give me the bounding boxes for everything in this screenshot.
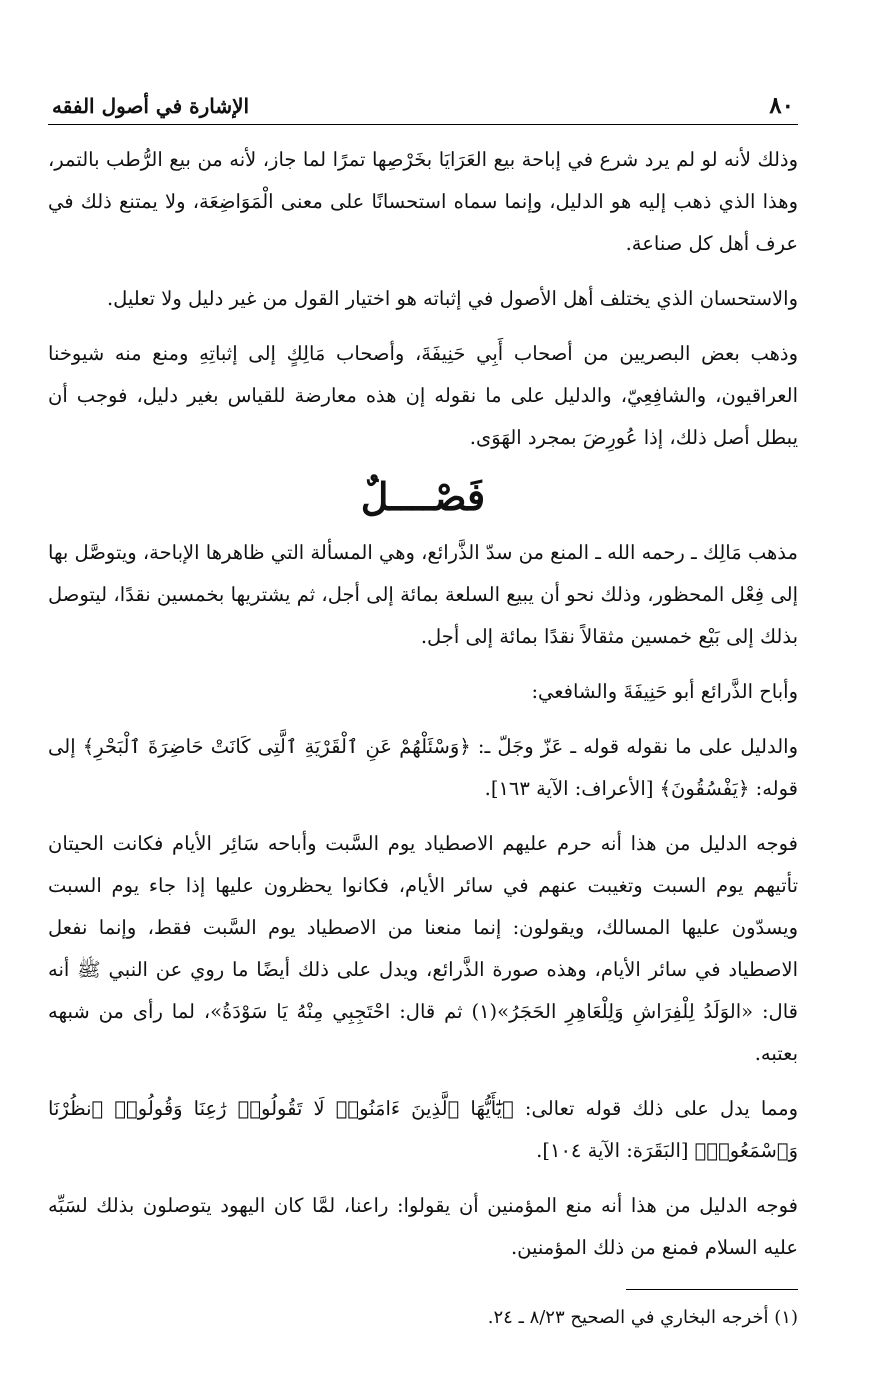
paragraph: وأباح الذَّرائع أبو حَنِيفَةَ والشافعي:: [531, 680, 798, 703]
paragraph: والدليل على ما نقوله قوله ـ عَزّ وجَلّ ـ: ﴿وَسْئَلْهُمْ عَنِ ٱلْقَرْيَةِ ٱلَّتِى كَانَتْ حَاضِرَةَ ٱلْبَحْرِ﴾ إلى قوله: ﴿يَفْسُقُونَ﴾ [الأعراف: الآية ١٦٣].: [48, 735, 798, 800]
paragraph: فوجه الدليل من هذا أنه حرم عليهم الاصطياد يوم السَّبت وأباحه سَائِر الأيام فكانت الحيتان تأتيهم يوم السبت وتغيبت عنهم في سائر الأيام، فكانوا يحظرون عليها إذا جاء يوم السبت ويسدّون عليها المسالك، ويقولون: إنما منعنا من الاصطياد يوم السَّبت فقط، وإنما نفعل الاصطياد في سائر الأيام، وهذه صورة الذَّرائع، ويدل على ذلك أيضًا ما روي عن النبي ﷺ أنه قال: «الوَلَدُ لِلْفِرَاشِ وَلِلْعَاهِرِ الحَجَرُ»(١) ثم قال: احْتَجِبِي مِنْهُ يَا سَوْدَةُ»، لما رأى من شبهه بعتبه.: [48, 832, 798, 1065]
paragraph: مذهب مَالِك ـ رحمه الله ـ المنع من سدّ الذَّرائع، وهي المسألة التي ظاهرها الإباحة، ويتوصَّل بها إلى فِعْل المحظور، وذلك نحو أن يبيع السلعة بمائة إلى أجل، ثم يشتريها بخمسين نقدًا، ليتوصل بذلك إلى بَيْع خمسين مثقالاً نقدًا بمائة إلى أجل.: [48, 541, 798, 648]
paragraph: وذهب بعض البصريين من أصحاب أَبِي حَنِيفَةَ، وأصحاب مَالِكٍ إلى إثباتِهِ ومنع منه شيوخنا العراقيون، والشافِعِيّ، والدليل على ما نقوله إن هذه معارضة للقياس بغير دليل، فوجب أن يبطل أصل ذلك، إذا عُورِضَ بمجرد الهَوَى.: [48, 342, 798, 449]
footnote: (١) أخرجه البخاري في الصحيح ٨/٢٣ ـ ٢٤.: [487, 1307, 798, 1328]
footnote-divider: [626, 1289, 798, 1290]
section-heading: فَصْــــلٌ: [360, 474, 486, 519]
page-number: ٨٠: [769, 92, 794, 119]
paragraph: والاستحسان الذي يختلف أهل الأصول في إثباته هو اختيار القول من غير دليل ولا تعليل.: [106, 287, 798, 310]
paragraph: وذلك لأنه لو لم يرد شرع في إباحة بيع العَرَايَا بخَرْصِها تمرًا لما جاز، لأنه من بيع الرُّطب بالتمر، وهذا الذي ذهب إليه هو الدليل، وإنما سماه استحسانًا على معنى الْمَوَاضِعَة، ولا يمتنع ذلك في عرف أهل كل صناعة.: [48, 148, 798, 255]
running-title: الإشارة في أصول الفقه: [52, 94, 250, 118]
paragraph: فوجه الدليل من هذا أنه منع المؤمنين أن يقولوا: راعنا، لمَّا كان اليهود يتوصلون بذلك لسَبِّه عليه السلام فمنع من ذلك المؤمنين.: [48, 1194, 798, 1259]
page-body: [48, 139, 798, 1332]
book-page: [48, 88, 798, 1328]
page-header: [48, 88, 798, 125]
paragraph: ومما يدل على ذلك قوله تعالى: ﴿يَٰٓأَيُّهَا ٱلَّذِينَ ءَامَنُوا۟ لَا تَقُولُوا۟ رَٰعِنَا وَقُولُوا۟ ٱنظُرْنَا وَٱسْمَعُوا۟﴾ [البَقَرَة: الآية ١٠٤].: [48, 1097, 798, 1162]
